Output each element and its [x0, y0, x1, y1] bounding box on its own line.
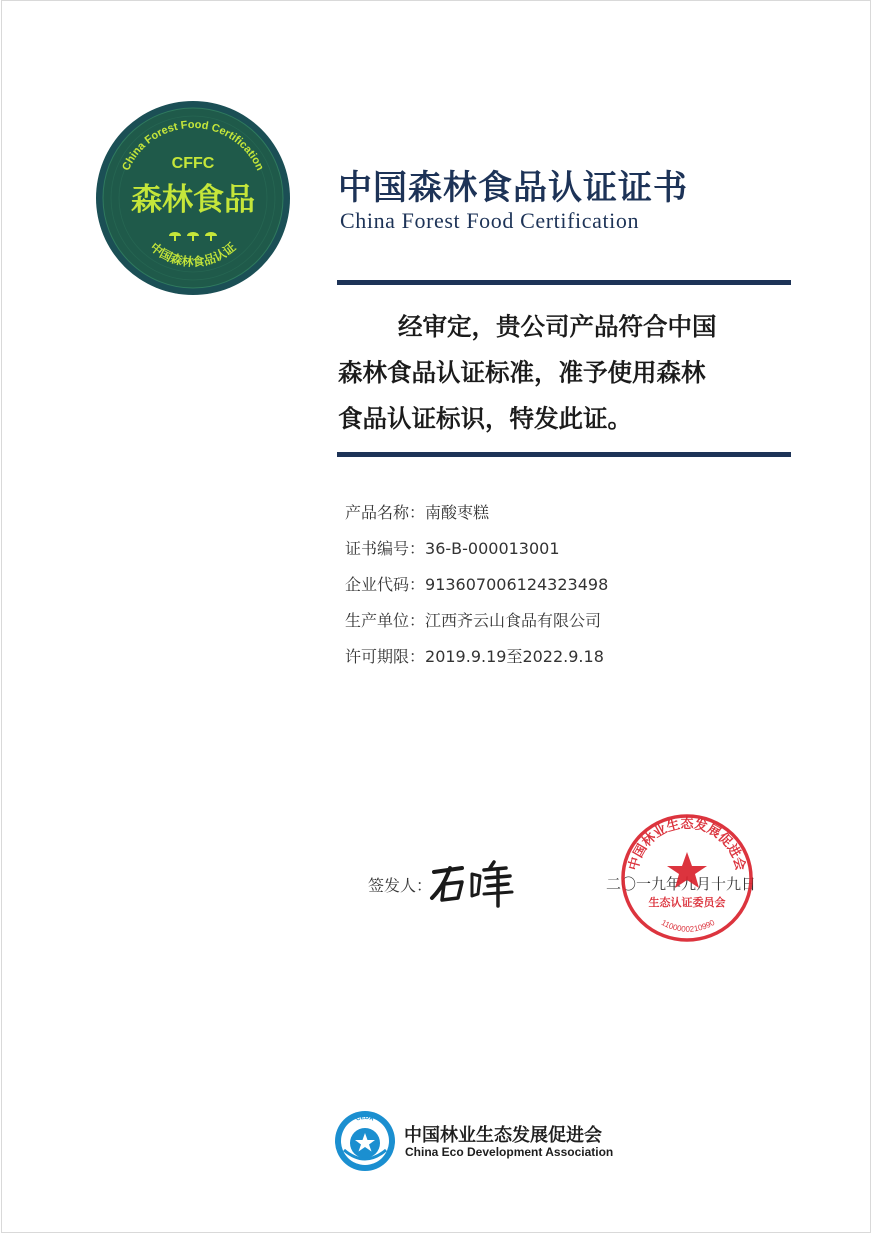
field-enterprise-code — [345, 572, 608, 608]
field-value: 913607006124323498 — [425, 575, 609, 594]
field-label: 产品名称： — [345, 503, 426, 522]
bottom-rule — [337, 452, 791, 457]
association-name-english: China Eco Development Association — [405, 1145, 614, 1159]
stamp-inner-text: 生态认证委员会 — [648, 896, 726, 909]
official-seal-stamp — [617, 812, 757, 942]
field-value: 36-B-000013001 — [425, 539, 560, 558]
logo-acronym: CFFC — [171, 155, 215, 172]
field-value: 南酸枣糕 — [425, 503, 490, 522]
certification-statement — [338, 304, 798, 442]
stamp-number: 1100000210990 — [659, 917, 717, 934]
field-product-name — [345, 500, 608, 536]
certificate-title: 中国森林食品认证证书 — [338, 168, 688, 208]
logo-main-text: 森林食品 — [131, 182, 255, 218]
field-validity-period — [345, 644, 608, 680]
ceda-emblem-icon — [334, 1110, 396, 1172]
issue-date: 二〇一九年九月十九日 — [606, 875, 757, 893]
certificate-details — [345, 500, 608, 680]
field-label: 企业代码： — [345, 575, 426, 594]
field-value: 2019.9.19至2022.9.18 — [425, 647, 604, 666]
field-value: 江西齐云山食品有限公司 — [425, 611, 602, 630]
emblem-text: CEDA — [355, 1114, 375, 1123]
top-rule — [337, 280, 791, 285]
field-label: 许可期限： — [345, 647, 426, 666]
star-icon — [667, 852, 707, 888]
field-producer — [345, 608, 608, 644]
issuer-label: 签发人： — [368, 876, 433, 895]
logo-bottom-text: 中国森林食品认证 — [147, 239, 239, 270]
field-label: 生产单位： — [345, 611, 426, 630]
certificate-title-english: China Forest Food Certification — [340, 208, 640, 233]
handwritten-signature — [428, 858, 518, 908]
stamp-arc-text: 中国林业生态发展促进会 — [626, 817, 748, 873]
statement-line-3: 食品认证标识，特发此证。 — [338, 404, 632, 433]
statement-line-2: 森林食品认证标准，准予使用森林 — [338, 358, 706, 387]
association-name: 中国林业生态发展促进会 — [404, 1125, 602, 1146]
cffc-logo — [95, 100, 291, 296]
statement-line-1: 经审定，贵公司产品符合中国 — [398, 312, 717, 341]
field-certificate-number — [345, 536, 608, 572]
field-label: 证书编号： — [345, 539, 426, 558]
logo-arc-text: China Forest Food Certification — [120, 118, 266, 173]
